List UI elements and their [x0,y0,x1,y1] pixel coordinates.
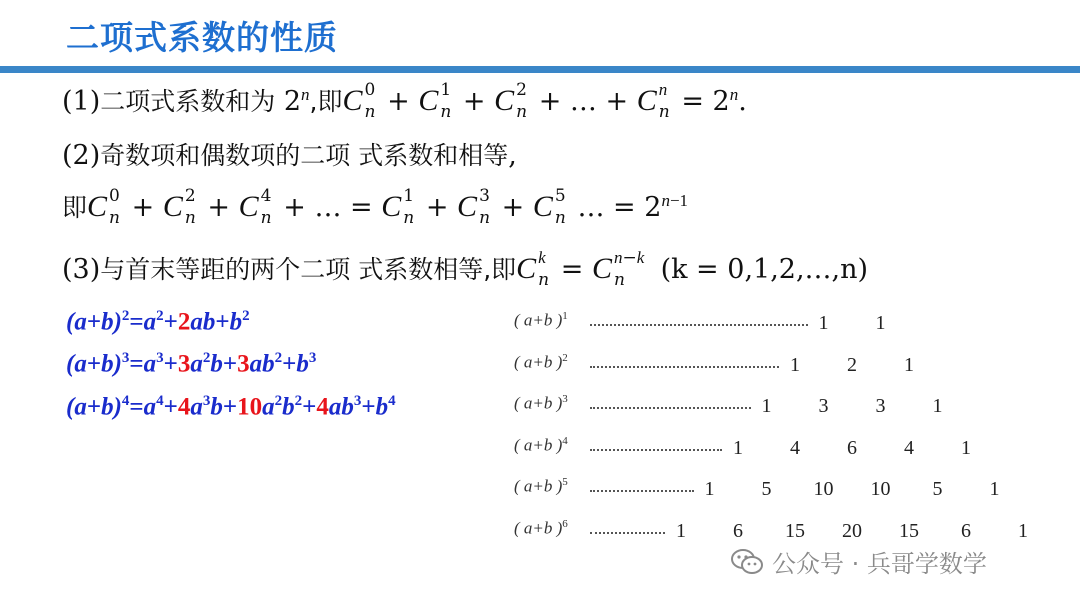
pascal-coefficient: 10 [870,478,891,500]
property-3-k-range: (k = 0,1,2,…,n) [660,254,869,285]
pascal-coefficient: 3 [818,395,829,417]
pascal-coefficient: 1 [1018,519,1028,542]
pascal-row-leader [590,449,722,451]
pascal-coefficient: 2 [847,353,857,376]
title-divider [0,66,1080,73]
property-2 [62,136,517,172]
watermark-text: 公众号 · 兵哥学数学 [772,550,987,578]
pascal-coefficient: 4 [790,436,800,459]
expansion-cube: $(a+b)^3=a^3+3a^2b+3ab^2+b^3$ [66,350,317,378]
pascal-coefficient: 6 [733,519,743,542]
pascal-coefficient: 1 [875,312,886,334]
property-1-label: (1) [62,86,101,117]
pascal-coefficient: 1 [761,395,772,417]
property-2-comma: , [508,140,517,171]
pascal-row-label: ( a+b )$^6$ [514,517,568,538]
watermark [730,544,987,579]
pascal-coefficient: 10 [813,478,834,500]
pascal-coefficient: 1 [989,478,1000,500]
property-1-ji: ,即 [309,87,343,116]
property-2-label: (2) [62,140,101,171]
pascal-row-leader [590,490,694,492]
pascal-coefficient: 1 [733,436,743,459]
pascal-coefficient: 3 [875,395,886,417]
pascal-coefficient: 6 [847,436,857,459]
expansion-square: $(a+b)^2=a^2+2ab+b^2$ [66,308,250,336]
property-2-formula: 即C 0 n + C 2 n + C 4 n + … = C 1 n + C 3 n + C 5 n … = $2^{n-1}$ [62,185,689,228]
pascal-row-label: ( a+b )$^4$ [514,434,568,455]
property-3: (3)与首末等距的两个二项 式系数相等,即C k n = C n−k n (k = 0,1,2,…,n) [62,247,869,290]
pascal-coefficient: 20 [842,519,862,542]
pascal-coefficient: 1 [704,478,715,500]
page-title: 二项式系数的性质 [66,18,338,57]
pascal-coefficient: 1 [961,436,971,459]
pascal-row-leader [590,407,751,409]
pascal-row-label: ( a+b )$^1$ [514,310,568,330]
pascal-row-label: ( a+b )$^3$ [514,393,568,413]
property-3-text: 与首末等距的两个二项 式系数相等 [100,255,484,284]
property-2-text: 奇数项和偶数项的二项 式系数和相等 [100,141,509,170]
pascal-row-leader [590,366,779,368]
formula-2n: 2$^n$ [283,85,310,117]
property-2-ji: 即 [62,193,88,222]
pascal-row-leader [590,532,665,534]
pascal-coefficient: 1 [676,519,686,542]
expansion-fourth: $(a+b)^4=a^4+4a^3b+10a^2b^2+4ab^3+b^4$ [66,393,396,421]
pascal-coefficient: 4 [904,436,914,459]
pascal-coefficient: 5 [761,478,772,500]
pascal-coefficient: 1 [790,353,800,376]
property-3-label: (3) [62,254,101,285]
wechat-icon [730,547,764,577]
pascal-coefficient: 1 [818,312,829,334]
pascal-coefficient: 1 [904,353,914,376]
pascal-coefficient: 5 [932,478,943,500]
property-1: (1)二项式系数和为 2$^n$,即C 0 n + C 1 n + C 2 n + … + C n n = $2^n$. [62,79,747,122]
property-1-text: 二项式系数和为 [100,87,276,116]
pascal-coefficient: 15 [785,519,805,542]
property-3-ji: ,即 [483,255,517,284]
pascal-coefficient: 1 [932,395,943,417]
pascal-row-label: ( a+b )$^2$ [514,351,568,372]
pascal-coefficient: 15 [899,519,919,542]
pascal-coefficient: 6 [961,519,971,542]
pascal-row-label: ( a+b )$^5$ [514,476,568,496]
pascal-row-leader [590,324,808,326]
